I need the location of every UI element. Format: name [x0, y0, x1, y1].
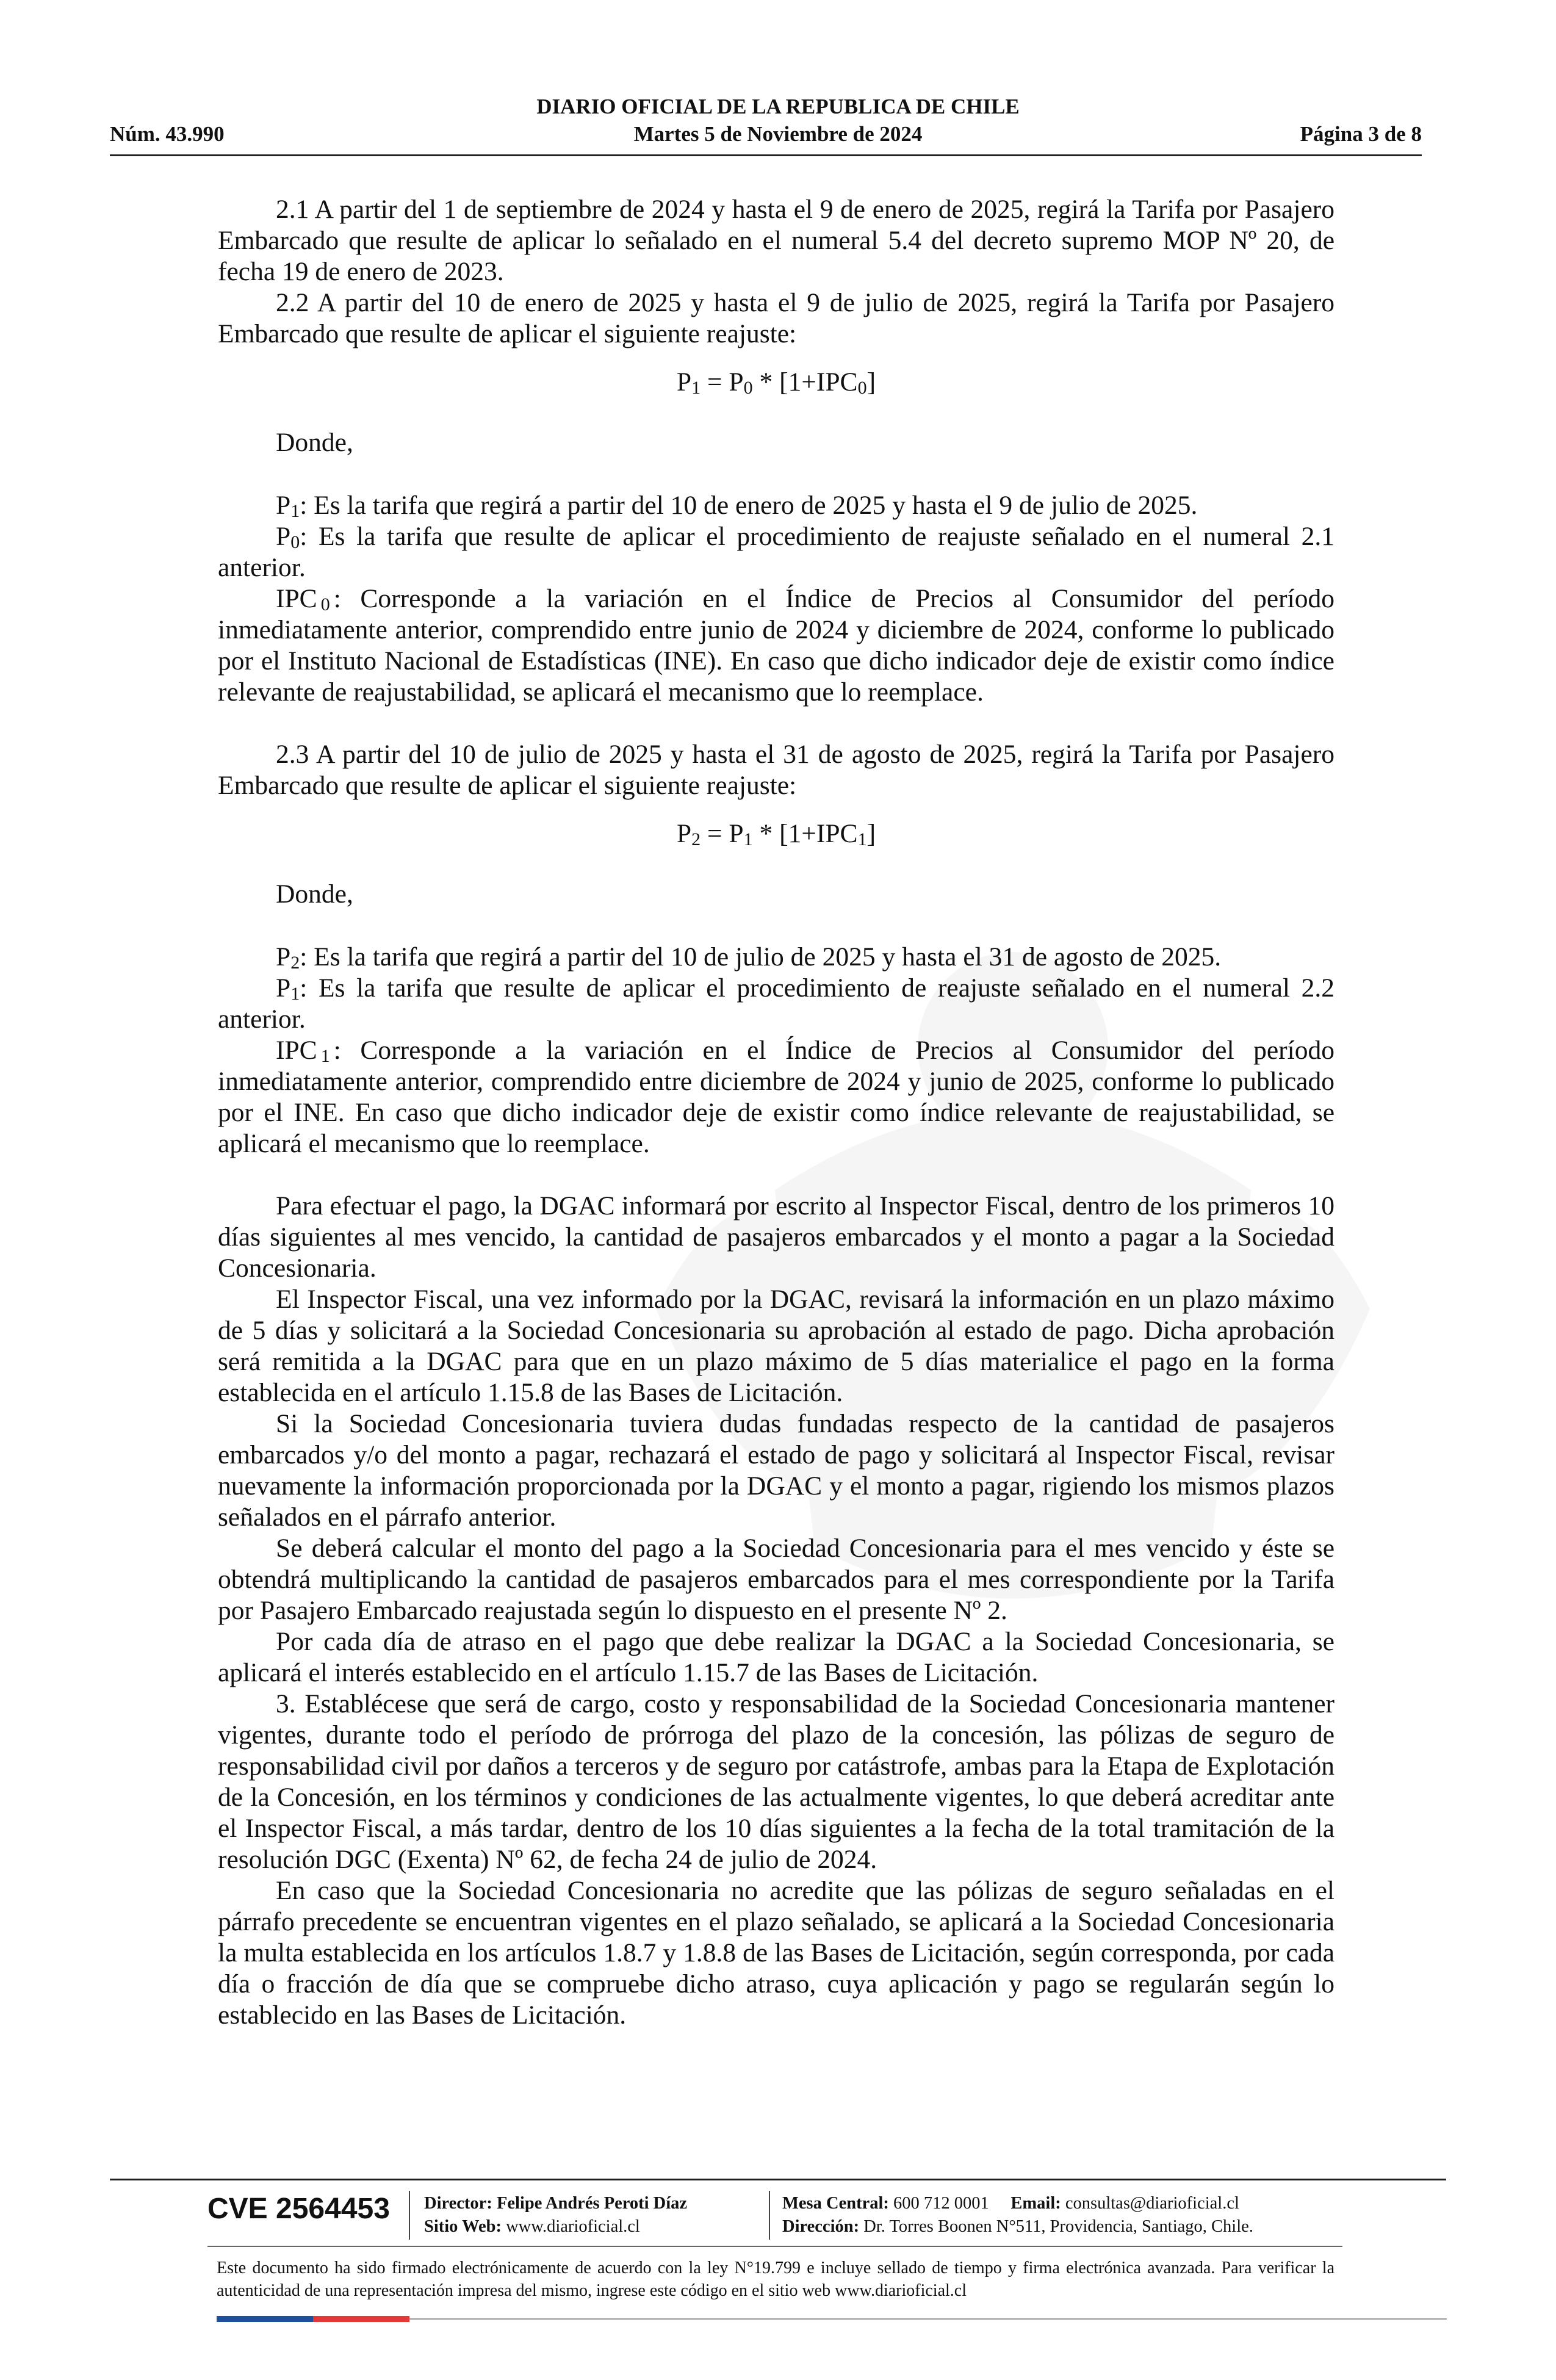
definition-ipc1: IPC $_1$ : Corresponde a la variación en el Índice de Precios al Consumidor del período inmediatamente anterior, comprendido entre diciembre de 2024 y junio de 2025, conforme lo publicado por el INE. En caso que dicho indicador deje de existir como índice relevante de reajustabilidad, se aplicará el mecanismo que lo reemplace.	[218, 1036, 1334, 1158]
flag-stripe-red	[313, 2316, 409, 2322]
donde-label-2: Donde,	[276, 879, 353, 909]
footer-legal-notice: Este documento ha sido firmado electrónicamente de acuerdo con la ley N°19.799 e incluye sellado de tiempo y firma electrónica avanzada. Para verificar la autenticidad de una representación impresa del mismo, ingrese este código en el sitio web www.diarioficial.cl	[217, 2259, 1334, 2300]
formula-p2: $P_2 = P_1 * [1+IPC_1]$	[676, 819, 876, 849]
paragraph-pago-2: El Inspector Fiscal, una vez informado por la DGAC, revisará la información en un plazo máximo de 5 días y solicitará a la Sociedad Concesionaria su aprobación al estado de pago. Dicha aprobación será remitida a la DGAC para que en un plazo máximo de 5 días materialice el pago en la forma establecida en el artículo 1.15.8 de las Bases de Licitación.	[218, 1285, 1334, 1407]
address-label: Dirección:	[782, 2217, 860, 2236]
flag-stripe-blue	[217, 2316, 313, 2322]
footer-separator-2	[769, 2191, 770, 2240]
footer-contact-block	[782, 2192, 1253, 2238]
page-indicator: Página 3 de 8	[1300, 122, 1422, 146]
paragraph-2-1: 2.1 A partir del 1 de septiembre de 2024 y hasta el 9 de enero de 2025, regirá la Tarifa por Pasajero Embarcado que resulte de aplicar lo señalado en el numeral 5.4 del decreto supremo MOP Nº 20, de fecha 19 de enero de 2023.	[218, 195, 1334, 286]
paragraph-pago-1: Para efectuar el pago, la DGAC informará por escrito al Inspector Fiscal, dentro de los primeros 10 días siguientes al mes vencido, la cantidad de pasajeros embarcados y el monto a pagar a la Sociedad Concesionaria.	[218, 1191, 1334, 1283]
definition-ipc0: IPC $_0$ : Corresponde a la variación en el Índice de Precios al Consumidor del período inmediatamente anterior, comprendido entre junio de 2024 y diciembre de 2024, conforme lo publicado por el Instituto Nacional de Estadísticas (INE). En caso que dicho indicador deje de existir como índice relevante de reajustabilidad, se aplicará el mecanismo que lo reemplace.	[218, 584, 1334, 707]
phone-label: Mesa Central:	[782, 2194, 889, 2213]
footer-divider-bottom	[409, 2318, 1447, 2320]
paragraph-pago-4: Se deberá calcular el monto del pago a la Sociedad Concesionaria para el mes vencido y éste se obtendrá multiplicando la cantidad de pasajeros embarcados para el mes correspondiente por la Tarifa por Pasajero Embarcado reajustada según lo dispuesto en el presente Nº 2.	[218, 1534, 1334, 1625]
phone-number: 600 712 0001	[893, 2194, 989, 2213]
issue-date: Martes 5 de Noviembre de 2024	[633, 122, 923, 146]
paragraph-pago-5: Por cada día de atraso en el pago que debe realizar la DGAC a la Sociedad Concesionaria, se aplicará el interés establecido en el artículo 1.15.7 de las Bases de Licitación.	[218, 1627, 1334, 1687]
definition-p1: $P_1$: Es la tarifa que regirá a partir del 10 de enero de 2025 y hasta el 9 de julio de 2025.	[276, 491, 1198, 521]
definition-p0: $P_0$: Es la tarifa que resulte de aplicar el procedimiento de reajuste señalado en el numeral 2.1 anterior.	[218, 522, 1334, 582]
site-link[interactable]: www.diarioficial.cl	[506, 2217, 640, 2236]
footer-separator	[409, 2191, 410, 2240]
definition-p1-b: $P_1$: Es la tarifa que resulte de aplicar el procedimiento de reajuste señalado en el numeral 2.2 anterior.	[218, 973, 1334, 1034]
paragraph-3: 3. Establécese que será de cargo, costo y responsabilidad de la Sociedad Concesionaria mantener vigentes, durante todo el período de prórroga del plazo de la concesión, las pólizas de seguro de responsabilidad civil por daños a terceros y de seguro por catástrofe, ambas para la Etapa de Explotación de la Concesión, en los términos y condiciones de las actualmente vigentes, lo que deberá acreditar ante el Inspector Fiscal, a más tardar, dentro de los 10 días siguientes a la fecha de la total tramitación de la resolución DGC (Exenta) Nº 62, de fecha 24 de julio de 2024.	[218, 1689, 1334, 1874]
footer-divider-top	[110, 2179, 1446, 2180]
site-label: Sitio Web:	[424, 2217, 502, 2236]
newspaper-title: DIARIO OFICIAL DE LA REPUBLICA DE CHILE	[536, 95, 1020, 118]
paragraph-pago-3: Si la Sociedad Concesionaria tuviera dudas fundadas respecto de la cantidad de pasajeros embarcados y/o del monto a pagar, rechazará el estado de pago y solicitará al Inspector Fiscal, revisar nuevamente la información proporcionada por la DGAC y el monto a pagar, rigiendo los mismos plazos señalados en el párrafo anterior.	[218, 1409, 1334, 1532]
header-divider	[110, 154, 1422, 156]
formula-p1: $P_1 = P_0 * [1+IPC_0]$	[676, 367, 876, 398]
document-body	[218, 194, 1334, 2031]
email-label: Email:	[1010, 2194, 1061, 2213]
definition-p2: $P_2$: Es la tarifa que regirá a partir del 10 de julio de 2025 y hasta el 31 de agosto de 2025.	[276, 942, 1222, 973]
footer-divider-mid	[207, 2246, 1342, 2247]
director-name: Felipe Andrés Peroti Díaz	[496, 2194, 688, 2213]
address-text: Dr. Torres Boonen N°511, Providencia, Santiago, Chile.	[863, 2217, 1253, 2236]
director-label: Director:	[424, 2194, 492, 2213]
footer-director-block	[424, 2192, 687, 2238]
cve-code: CVE 2564453	[207, 2193, 390, 2225]
email-link[interactable]: consultas@diarioficial.cl	[1065, 2194, 1239, 2213]
paragraph-2-2: 2.2 A partir del 10 de enero de 2025 y hasta el 9 de julio de 2025, regirá la Tarifa por Pasajero Embarcado que resulte de aplicar el siguiente reajuste:	[218, 288, 1334, 348]
donde-label: Donde,	[276, 428, 353, 457]
paragraph-3b: En caso que la Sociedad Concesionaria no acredite que las pólizas de seguro señaladas en el párrafo precedente se encuentran vigentes en el plazo señalado, se aplicará a la Sociedad Concesionaria la multa establecida en los artículos 1.8.7 y 1.8.8 de las Bases de Licitación, según corresponda, por cada día o fracción de día que se compruebe dicho atraso, cuya aplicación y pago se regularán según lo establecido en las Bases de Licitación.	[218, 1876, 1334, 2030]
paragraph-2-3: 2.3 A partir del 10 de julio de 2025 y hasta el 31 de agosto de 2025, regirá la Tarifa por Pasajero Embarcado que resulte de aplicar el siguiente reajuste:	[218, 740, 1334, 800]
issue-number: Núm. 43.990	[110, 122, 225, 146]
